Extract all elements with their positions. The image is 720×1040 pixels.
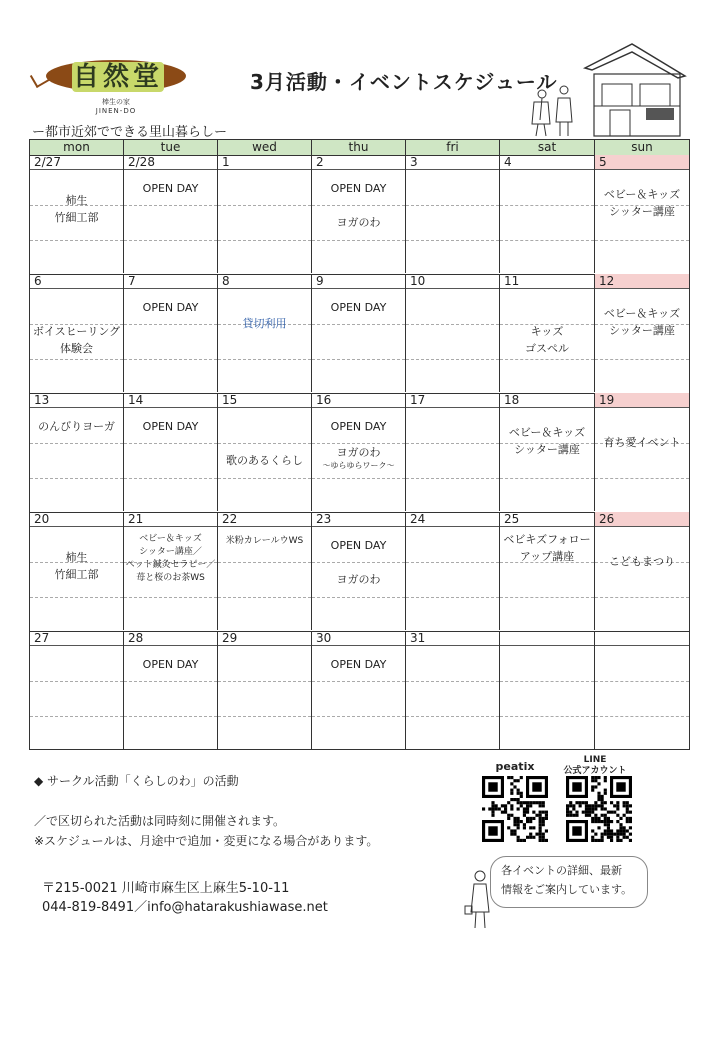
dashed-divider: [218, 359, 311, 360]
event-label: ～ゆらゆらワーク～: [322, 461, 395, 470]
logo-subtitle-en: JINEN-DO: [95, 107, 137, 115]
dashed-divider: [30, 478, 123, 479]
calendar-cell: [595, 393, 689, 511]
logo: [36, 52, 196, 122]
day-header-thu: thu: [312, 140, 406, 155]
dashed-divider: [218, 681, 311, 682]
calendar-cell: [595, 512, 689, 630]
calendar-cell: [124, 155, 218, 273]
event-label: 柿生 竹細工部: [54, 551, 99, 581]
dashed-divider: [312, 205, 405, 206]
date-label: 29: [218, 631, 311, 646]
date-label: 8: [218, 274, 311, 289]
date-label: 19: [595, 393, 689, 408]
date-label: 13: [30, 393, 123, 408]
date-label: 22: [218, 512, 311, 527]
event-label: ボイスヒーリング 体験会: [32, 325, 121, 355]
calendar-cell: [218, 274, 312, 392]
dashed-divider: [124, 205, 217, 206]
calendar-cell: [406, 155, 500, 273]
event-label: 貸切利用: [242, 317, 287, 330]
event-label: 柿生 竹細工部: [54, 194, 99, 224]
event-label: OPEN DAY: [330, 182, 387, 195]
dashed-divider: [124, 716, 217, 717]
date-label: 31: [406, 631, 499, 646]
event-label: OPEN DAY: [330, 420, 387, 433]
day-header-fri: fri: [406, 140, 500, 155]
calendar-cell: [406, 393, 500, 511]
event-label: ヨガのわ: [336, 573, 381, 586]
date-label: 16: [312, 393, 405, 408]
schedule-change-note: ※スケジュールは、月途中で追加・変更になる場合があります。: [34, 834, 379, 848]
dashed-divider: [406, 324, 499, 325]
date-label: 20: [30, 512, 123, 527]
dashed-divider: [218, 443, 311, 444]
dashed-divider: [30, 681, 123, 682]
dashed-divider: [312, 359, 405, 360]
event-label: ベビー＆キッズ シッター講座: [603, 188, 681, 218]
calendar-cell: [312, 631, 406, 749]
dashed-divider: [500, 716, 594, 717]
dashed-divider: [30, 597, 123, 598]
calendar-cell: [124, 631, 218, 749]
calendar-cell: [500, 393, 595, 511]
logo-subtitle: 棒生の家: [102, 98, 130, 106]
event-label: キッズ ゴスペル: [525, 325, 569, 355]
dashed-divider: [406, 562, 499, 563]
calendar-cell: [30, 155, 124, 273]
calendar-cell: [500, 155, 595, 273]
date-label: 2/28: [124, 155, 217, 170]
day-header-mon: mon: [30, 140, 124, 155]
calendar-cell: [124, 274, 218, 392]
date-label: 5: [595, 155, 689, 170]
event-label: ベビー＆キッズ シッター講座: [603, 307, 681, 337]
calendar-cell: [218, 512, 312, 630]
house-illustration-icon: [520, 40, 690, 140]
date-label: 15: [218, 393, 311, 408]
calendar-cell: [595, 274, 689, 392]
dashed-divider: [406, 478, 499, 479]
date-label: 26: [595, 512, 689, 527]
slash-note: ／で区切られた活動は同時刻に開催されます。: [34, 814, 286, 828]
dashed-divider: [312, 324, 405, 325]
dashed-divider: [30, 716, 123, 717]
day-header-sun: sun: [595, 140, 689, 155]
dashed-divider: [124, 681, 217, 682]
event-label: ベビー＆キッズ シッター講座: [508, 426, 586, 456]
date-label: 11: [500, 274, 594, 289]
date-label: [500, 631, 594, 646]
date-label: 10: [406, 274, 499, 289]
dashed-divider: [595, 478, 689, 479]
event-label: OPEN DAY: [330, 658, 387, 671]
dashed-divider: [406, 597, 499, 598]
date-label: 23: [312, 512, 405, 527]
event-label: ヨガのわ: [336, 216, 381, 229]
date-label: 12: [595, 274, 689, 289]
calendar-cell: [30, 393, 124, 511]
date-label: 2/27: [30, 155, 123, 170]
calendar-cell: [312, 393, 406, 511]
peatix-label: peatix: [495, 760, 535, 773]
date-label: 9: [312, 274, 405, 289]
dashed-divider: [500, 597, 594, 598]
dashed-divider: [406, 443, 499, 444]
dashed-divider: [312, 478, 405, 479]
dashed-divider: [218, 478, 311, 479]
calendar-cell: [406, 631, 500, 749]
dashed-divider: [312, 681, 405, 682]
event-label: ヨガのわ: [336, 446, 381, 459]
line-qr-code-icon[interactable]: [566, 776, 632, 842]
calendar-cell: [406, 274, 500, 392]
date-label: 7: [124, 274, 217, 289]
calendar-cell: [218, 631, 312, 749]
dashed-divider: [124, 359, 217, 360]
calendar-cell: [218, 393, 312, 511]
calendar-cell: [124, 393, 218, 511]
dashed-divider: [595, 681, 689, 682]
logo-text: 自然堂: [72, 62, 163, 92]
calendar-cell: [312, 274, 406, 392]
dashed-divider: [312, 597, 405, 598]
event-label: OPEN DAY: [142, 420, 199, 433]
date-label: 17: [406, 393, 499, 408]
dashed-divider: [218, 240, 311, 241]
dashed-divider: [218, 716, 311, 717]
dashed-divider: [595, 716, 689, 717]
date-label: 30: [312, 631, 405, 646]
dashed-divider: [595, 240, 689, 241]
dashed-divider: [124, 324, 217, 325]
calendar-cell: [595, 631, 689, 749]
dashed-divider: [124, 478, 217, 479]
dashed-divider: [124, 240, 217, 241]
dashed-divider: [595, 597, 689, 598]
date-label: 4: [500, 155, 594, 170]
dashed-divider: [30, 240, 123, 241]
dashed-divider: [500, 681, 594, 682]
calendar: [29, 139, 690, 750]
date-label: 18: [500, 393, 594, 408]
dashed-divider: [312, 240, 405, 241]
dashed-divider: [218, 562, 311, 563]
dashed-divider: [406, 681, 499, 682]
page-subtitle: ー都市近郊でできる里山暮らしー: [32, 125, 228, 140]
calendar-cell: [30, 631, 124, 749]
date-label: 24: [406, 512, 499, 527]
dashed-divider: [406, 716, 499, 717]
date-label: 27: [30, 631, 123, 646]
event-label: OPEN DAY: [142, 301, 199, 314]
address: 〒215-0021 川崎市麻生区上麻生5-10-11: [42, 881, 290, 896]
event-label: OPEN DAY: [330, 301, 387, 314]
date-label: 3: [406, 155, 499, 170]
dashed-divider: [500, 478, 594, 479]
calendar-cell: [312, 512, 406, 630]
calendar-cell: [30, 512, 124, 630]
date-label: [595, 631, 689, 646]
dashed-divider: [124, 597, 217, 598]
dashed-divider: [30, 443, 123, 444]
day-header-sat: sat: [500, 140, 595, 155]
calendar-cell: [500, 512, 595, 630]
event-label: ベビキズフォロー アップ講座: [503, 533, 591, 563]
contact: 044-819-8491／info@hatarakushiawase.net: [42, 900, 328, 915]
calendar-cell: [218, 155, 312, 273]
calendar-cell: [124, 512, 218, 630]
dashed-divider: [595, 359, 689, 360]
date-label: 6: [30, 274, 123, 289]
dashed-divider: [500, 205, 594, 206]
dashed-divider: [406, 240, 499, 241]
dashed-divider: [218, 205, 311, 206]
event-label: 米粉カレールウWS: [225, 536, 304, 546]
calendar-cell: [500, 631, 595, 749]
dashed-divider: [500, 240, 594, 241]
line-label: LINE 公式アカウント: [563, 755, 627, 776]
calendar-cell: [595, 155, 689, 273]
dashed-divider: [500, 359, 594, 360]
event-label: こどもまつり: [609, 555, 675, 568]
date-label: 21: [124, 512, 217, 527]
day-header-wed: wed: [218, 140, 312, 155]
dashed-divider: [124, 443, 217, 444]
event-label: OPEN DAY: [330, 539, 387, 552]
calendar-cell: [406, 512, 500, 630]
circle-activity-note: ◆ サークル活動「くらしのわ」の活動: [34, 774, 239, 788]
dashed-divider: [312, 716, 405, 717]
calendar-cell: [30, 274, 124, 392]
dashed-divider: [406, 205, 499, 206]
page-title: 3月活動・イベントスケジュール: [250, 70, 558, 94]
peatix-qr-code-icon[interactable]: [482, 776, 548, 842]
event-label: 育ち愛イベント: [603, 436, 681, 449]
date-label: 14: [124, 393, 217, 408]
dashed-divider: [218, 597, 311, 598]
date-label: 25: [500, 512, 594, 527]
info-bubble: 各イベントの詳細、最新 情報をご案内しています。: [490, 856, 648, 908]
event-label: OPEN DAY: [142, 658, 199, 671]
event-label: OPEN DAY: [142, 182, 199, 195]
date-label: 1: [218, 155, 311, 170]
calendar-cell: [312, 155, 406, 273]
event-label: のんびりヨーガ: [38, 420, 115, 433]
date-label: 28: [124, 631, 217, 646]
date-label: 2: [312, 155, 405, 170]
event-label: ベビー＆キッズ シッター講座／ ペット鍼灸セラピー／ 苺と桜のお茶WS: [125, 534, 216, 583]
event-label: 歌のあるくらし: [226, 454, 303, 467]
calendar-cell: [500, 274, 595, 392]
dashed-divider: [406, 359, 499, 360]
day-header-tue: tue: [124, 140, 218, 155]
dashed-divider: [312, 562, 405, 563]
dashed-divider: [30, 359, 123, 360]
